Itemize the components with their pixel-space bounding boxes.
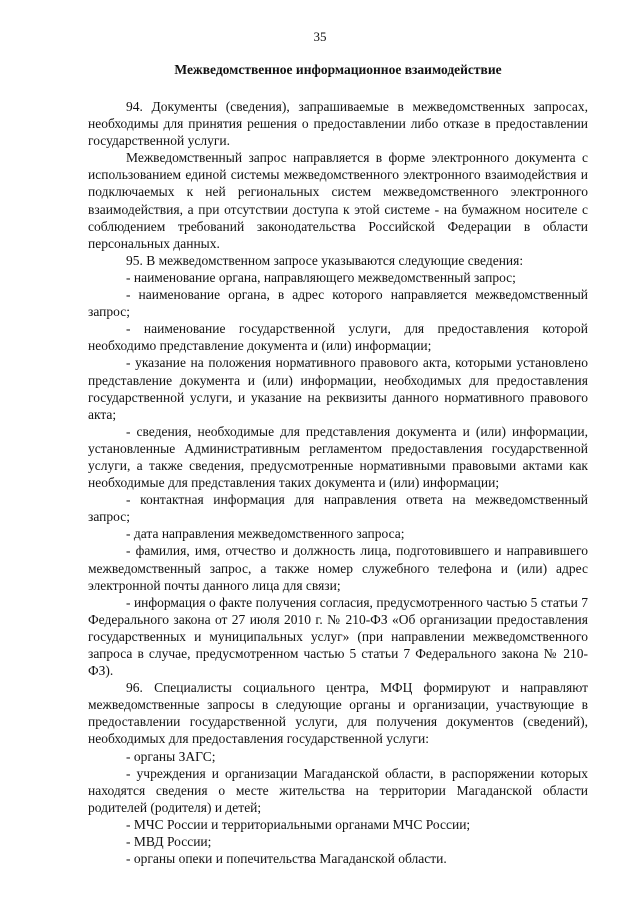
list-item: - наименование органа, направляющего межведомственный запрос; xyxy=(126,269,516,285)
list-item: - учреждения и организации Магаданской области, в распоряжении которых находятся сведения о месте жительства на территории Магаданской области родителей (родителя) и детей; xyxy=(88,765,588,815)
paragraph-request-form: Межведомственный запрос направляется в форме электронного документа с использованием единой системы межведомственного электронного взаимодействия и подключаемых к ней региональных систем межведомственного электронного взаимодействия, а при отсутствии доступа к этой системе - на бумажном носителе с соблюдением требований законодательства Российской Федерации в области персональных данных. xyxy=(88,150,588,251)
list-item: - контактная информация для направления ответа на межведомственный запрос; xyxy=(88,492,588,525)
list-item: - дата направления межведомственного запроса; xyxy=(126,526,405,542)
page-number: 35 xyxy=(313,29,327,44)
list-item: - информация о факте получения согласия, предусмотренного частью 5 статьи 7 Федерального закона от 27 июля 2010 г. № 210-ФЗ «Об организации предоставления государственных и муниципальных услуг» (при направлении межведомственного запроса в случае, предусмотренном частью 5 статьи 7 Федерального закона № 210-ФЗ). xyxy=(88,594,588,679)
section-title: Межведомственное информационное взаимодействие xyxy=(174,62,502,77)
list-item: - указание на положения нормативного правового акта, которыми установлено представление документа и (или) информации, необходимых для предоставления государственной услуги, и указание на реквизиты данного нормативного правового акта; xyxy=(88,355,588,422)
document-body xyxy=(88,98,588,867)
list-item: - органы ЗАГС; xyxy=(126,748,216,764)
list-item: - наименование органа, в адрес которого направляется межведомственный запрос; xyxy=(88,287,588,320)
list-item: - сведения, необходимые для представления документа и (или) информации, установленные Административным регламентом предоставления государственной услуги, а также сведения, предусмотренные нормативными правовыми актами как необходимые для представления таких документа и (или) информации; xyxy=(88,423,588,491)
list-item: - наименование государственной услуги, для предоставления которой необходимо представление документа и (или) информации; xyxy=(88,321,588,354)
list-item: - органы опеки и попечительства Магаданской области. xyxy=(126,851,447,867)
list-item: - фамилия, имя, отчество и должность лица, подготовившего и направившего межведомственный запрос, а также номер служебного телефона и (или) адрес электронной почты данного лица для связи; xyxy=(88,543,588,593)
paragraph-95: 95. В межведомственном запросе указываются следующие сведения: xyxy=(126,252,524,268)
paragraph-96: 96. Специалисты социального центра, МФЦ формируют и направляют межведомственные запросы в следующие органы и организации, участвующие в предоставлении государственной услуги, для получения документов (сведений), необходимых для предоставления государственной услуги: xyxy=(88,680,588,747)
list-item: - МЧС России и территориальными органами МЧС России; xyxy=(126,816,471,832)
list-item: - МВД России; xyxy=(126,834,212,850)
paragraph-94: 94. Документы (сведения), запрашиваемые в межведомственных запросах, необходимы для принятия решения о предоставлении либо отказе в предоставлении государственной услуги. xyxy=(88,99,588,149)
